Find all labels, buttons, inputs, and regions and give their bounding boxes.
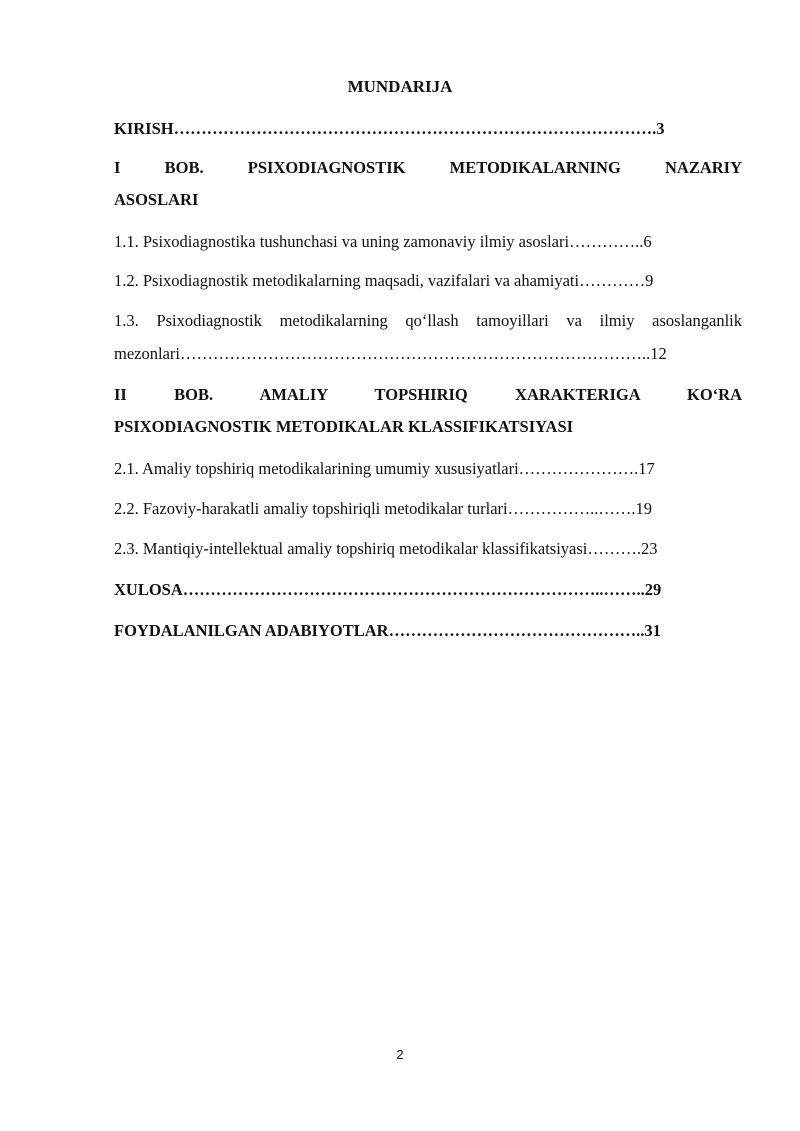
- toc-entry-1-2: 1.2. Psixodiagnostik metodikalarning maqsadi, vazifalari va ahamiyati…………9: [114, 271, 654, 290]
- page-title: MUNDARIJA: [347, 77, 453, 96]
- toc-entry-2-1: 2.1. Amaliy topshiriq metodikalarining umumiy xususiyatlari………………….17: [114, 459, 655, 478]
- toc-entry-2-3: 2.3. Mantiqiy-intellektual amaliy topshiriq metodikalar klassifikatsiyasi……….23: [114, 539, 658, 558]
- toc-entry-2-2: 2.2. Fazoviy-harakatli amaliy topshiriqli metodikalar turlari……………..…….19: [114, 499, 652, 518]
- toc-chapter-2-line-1: II BOB. AMALIY TOPSHIRIQ XARAKTERIGA KO‘RA: [114, 385, 742, 404]
- toc-entry-kirish: KIRISH…………………………………………………………………………….3: [114, 119, 665, 138]
- toc-chapter-1-line-1: I BOB. PSIXODIAGNOSTIK METODIKALARNING NAZARIY: [114, 158, 742, 177]
- page-number: 2: [396, 1047, 404, 1062]
- toc-entry-1-3-line-1: 1.3. Psixodiagnostik metodikalarning qo‘llash tamoyillari va ilmiy asoslanganlik: [114, 311, 742, 330]
- toc-entry-references: FOYDALANILGAN ADABIYOTLAR………………………………………..31: [114, 621, 661, 640]
- toc-entry-1-3-line-2: mezonlari…………………………………………………………………………..12: [114, 344, 667, 363]
- toc-entry-1-1: 1.1. Psixodiagnostika tushunchasi va uning zamonaviy ilmiy asoslari…………..6: [114, 232, 652, 251]
- toc-entry-xulosa: XULOSA…………………………………………………………………..……..29: [114, 580, 662, 599]
- toc-chapter-2-line-2: PSIXODIAGNOSTIK METODIKALAR KLASSIFIKATSIYASI: [114, 417, 574, 436]
- toc-chapter-1-line-2: ASOSLARI: [114, 190, 199, 209]
